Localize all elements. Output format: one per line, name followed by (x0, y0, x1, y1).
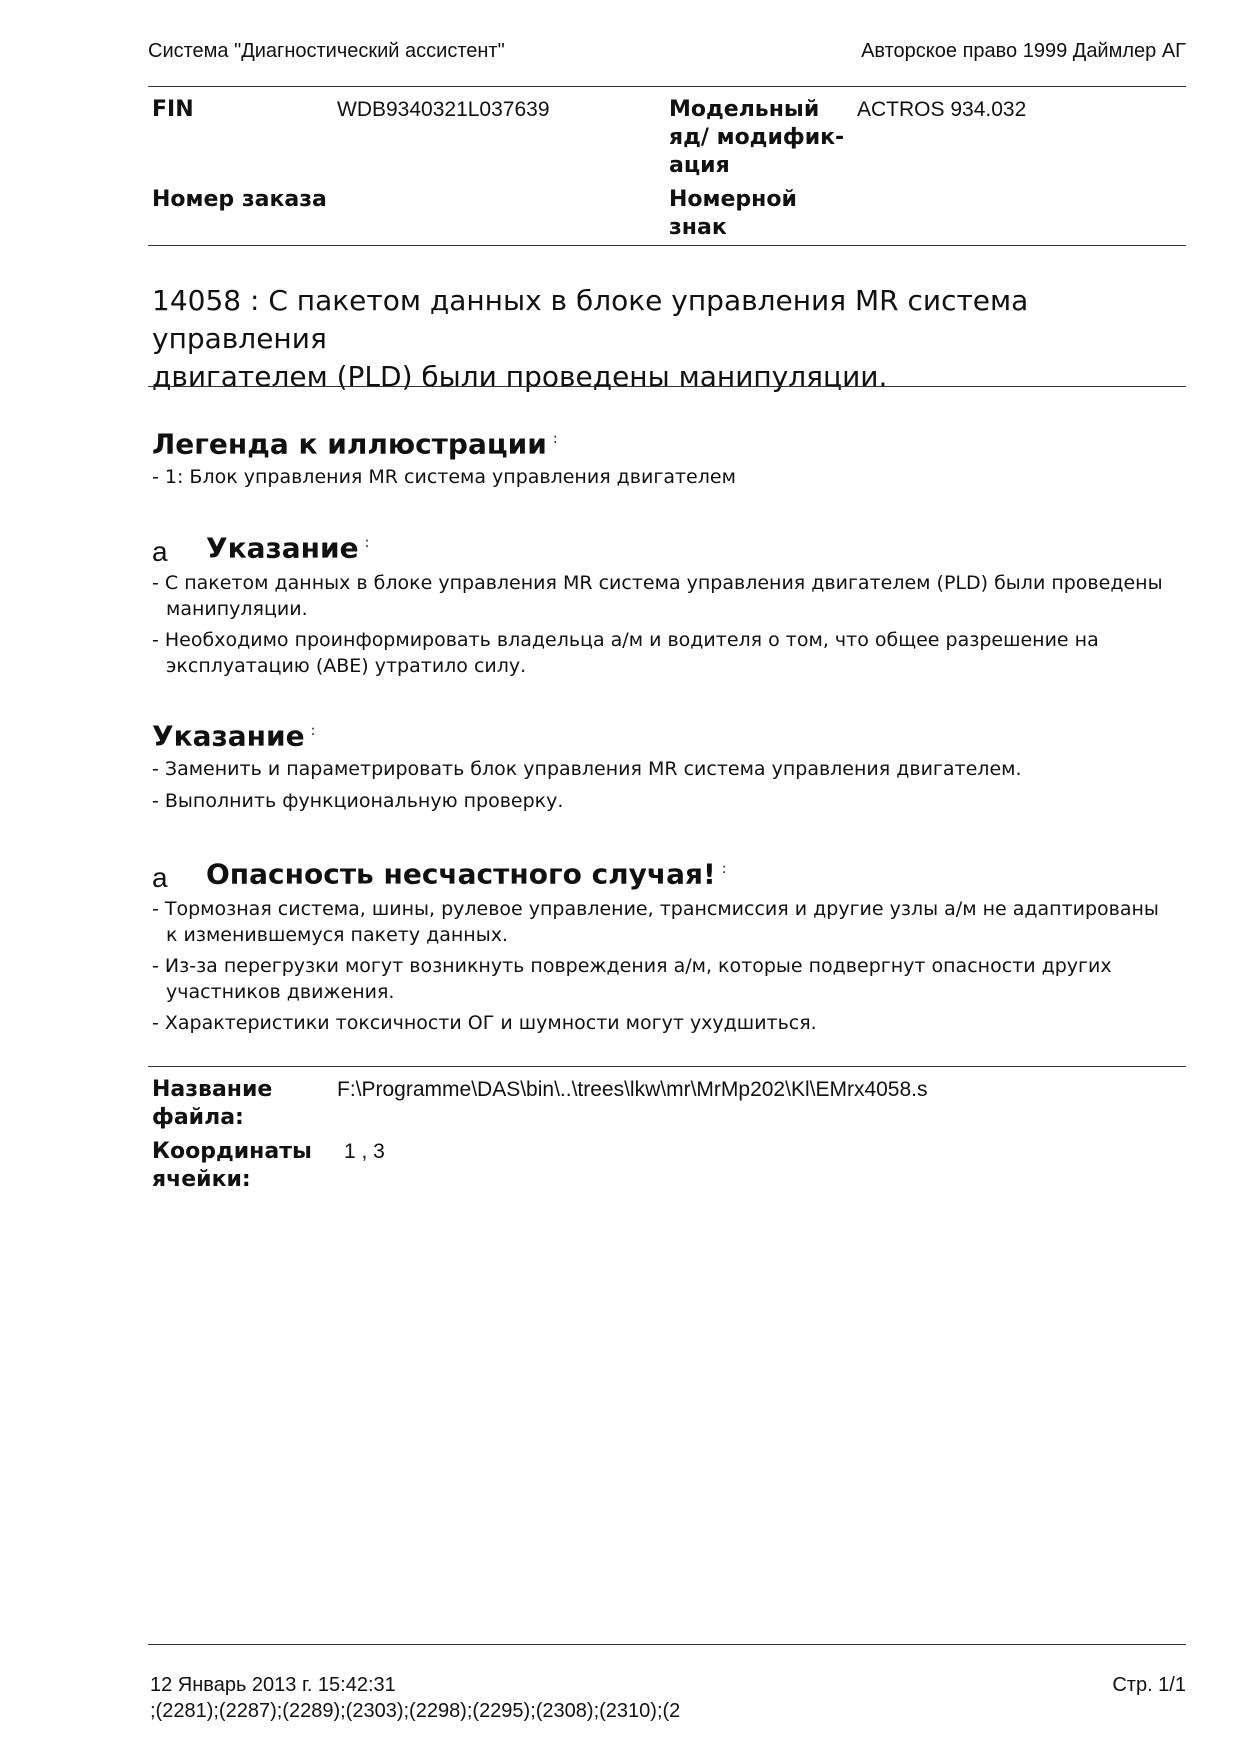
file-name-label-line: Название (152, 1077, 273, 1102)
divider (148, 1066, 1186, 1067)
fault-title-line: двигателем (PLD) были проведены манипуляции. (152, 360, 888, 393)
file-name-value: F:\Programme\DAS\bin\..\trees\lkw\mr\MrMp202\Kl\EMrx4058.s (337, 1078, 928, 1101)
list-item: - Выполнить функциональную проверку. (152, 790, 564, 812)
list-item: - 1: Блок управления MR система управления двигателем (152, 466, 736, 488)
note-heading-text: Указание (152, 719, 305, 753)
heading-colon: : (721, 861, 727, 877)
list-item: - Тормозная система, шины, рулевое управление, трансмиссия и другие узлы а/м не адаптированы к изменившемуся пакету данных. (152, 898, 1159, 946)
plate-label (669, 186, 797, 242)
fin-label: FIN (152, 97, 194, 122)
list-item: - Из-за перегрузки могут возникнуть повреждения а/м, которые подвергнут опасности других участников движения. (152, 955, 1112, 1003)
note-heading (152, 714, 315, 753)
heading-colon: : (364, 535, 370, 551)
fault-text: С пакетом данных в блоке управления MR система управления (152, 284, 1029, 355)
plate-label-line: знак (669, 215, 727, 240)
model-label-line: ация (669, 153, 730, 178)
footer-codes: ;(2281);(2287);(2289);(2303);(2298);(2295);(2308);(2310);(2 (150, 1700, 681, 1722)
cell-coordinates-value: 1 , 3 (344, 1140, 385, 1163)
file-name-label-line: файла: (152, 1105, 244, 1130)
divider (148, 386, 1186, 387)
footer-page-number: Стр. 1/1 (1112, 1674, 1186, 1696)
model-label (669, 96, 844, 180)
danger-heading (206, 852, 727, 891)
model-label-line: Модельный (669, 97, 820, 122)
fault-separator: : (249, 284, 260, 317)
list-item: - Необходимо проинформировать владельца а/м и водителя о том, что общее разрешение на эксплуатацию (ABE) утратило силу. (152, 629, 1099, 677)
file-name-label (152, 1076, 272, 1132)
cell-coordinates-label-line: ячейки: (152, 1167, 251, 1192)
footer-datetime: 12 Январь 2013 г. 15:42:31 (150, 1674, 396, 1696)
note-heading-text: Указание (206, 531, 359, 565)
note-marker-icon: a (152, 536, 168, 567)
fault-title-line (152, 282, 1182, 358)
legend-heading-text: Легенда к иллюстрации (152, 427, 547, 461)
cell-coordinates-label-line: Координаты (152, 1139, 312, 1164)
model-label-line: яд/ модифик- (669, 125, 845, 150)
cell-coordinates-label (152, 1138, 312, 1194)
header-system-name: Система "Диагностический ассистент" (148, 40, 505, 62)
note-heading (206, 526, 369, 565)
list-item: - Характеристики токсичности ОГ и шумности могут ухудшиться. (152, 1012, 817, 1034)
heading-colon: : (310, 723, 316, 739)
fin-value: WDB9340321L037639 (337, 98, 550, 121)
list-item: - Заменить и параметрировать блок управления MR система управления двигателем. (152, 758, 1022, 780)
order-number-label: Номер заказа (152, 187, 327, 212)
model-value: ACTROS 934.032 (857, 98, 1027, 121)
danger-heading-text: Опасность несчастного случая! (206, 857, 716, 891)
header-copyright: Авторское право 1999 Даймлер АГ (861, 40, 1186, 62)
divider (148, 86, 1186, 87)
list-item: - С пакетом данных в блоке управления MR система управления двигателем (PLD) были проведены манипуляции. (152, 572, 1163, 620)
divider (148, 245, 1186, 246)
danger-marker-icon: a (152, 862, 168, 893)
fault-code: 14058 (152, 284, 242, 317)
fault-title (152, 282, 1182, 396)
legend-heading (152, 422, 558, 461)
heading-colon: : (552, 431, 558, 447)
footer-divider (148, 1644, 1186, 1645)
plate-label-line: Номерной (669, 187, 797, 212)
